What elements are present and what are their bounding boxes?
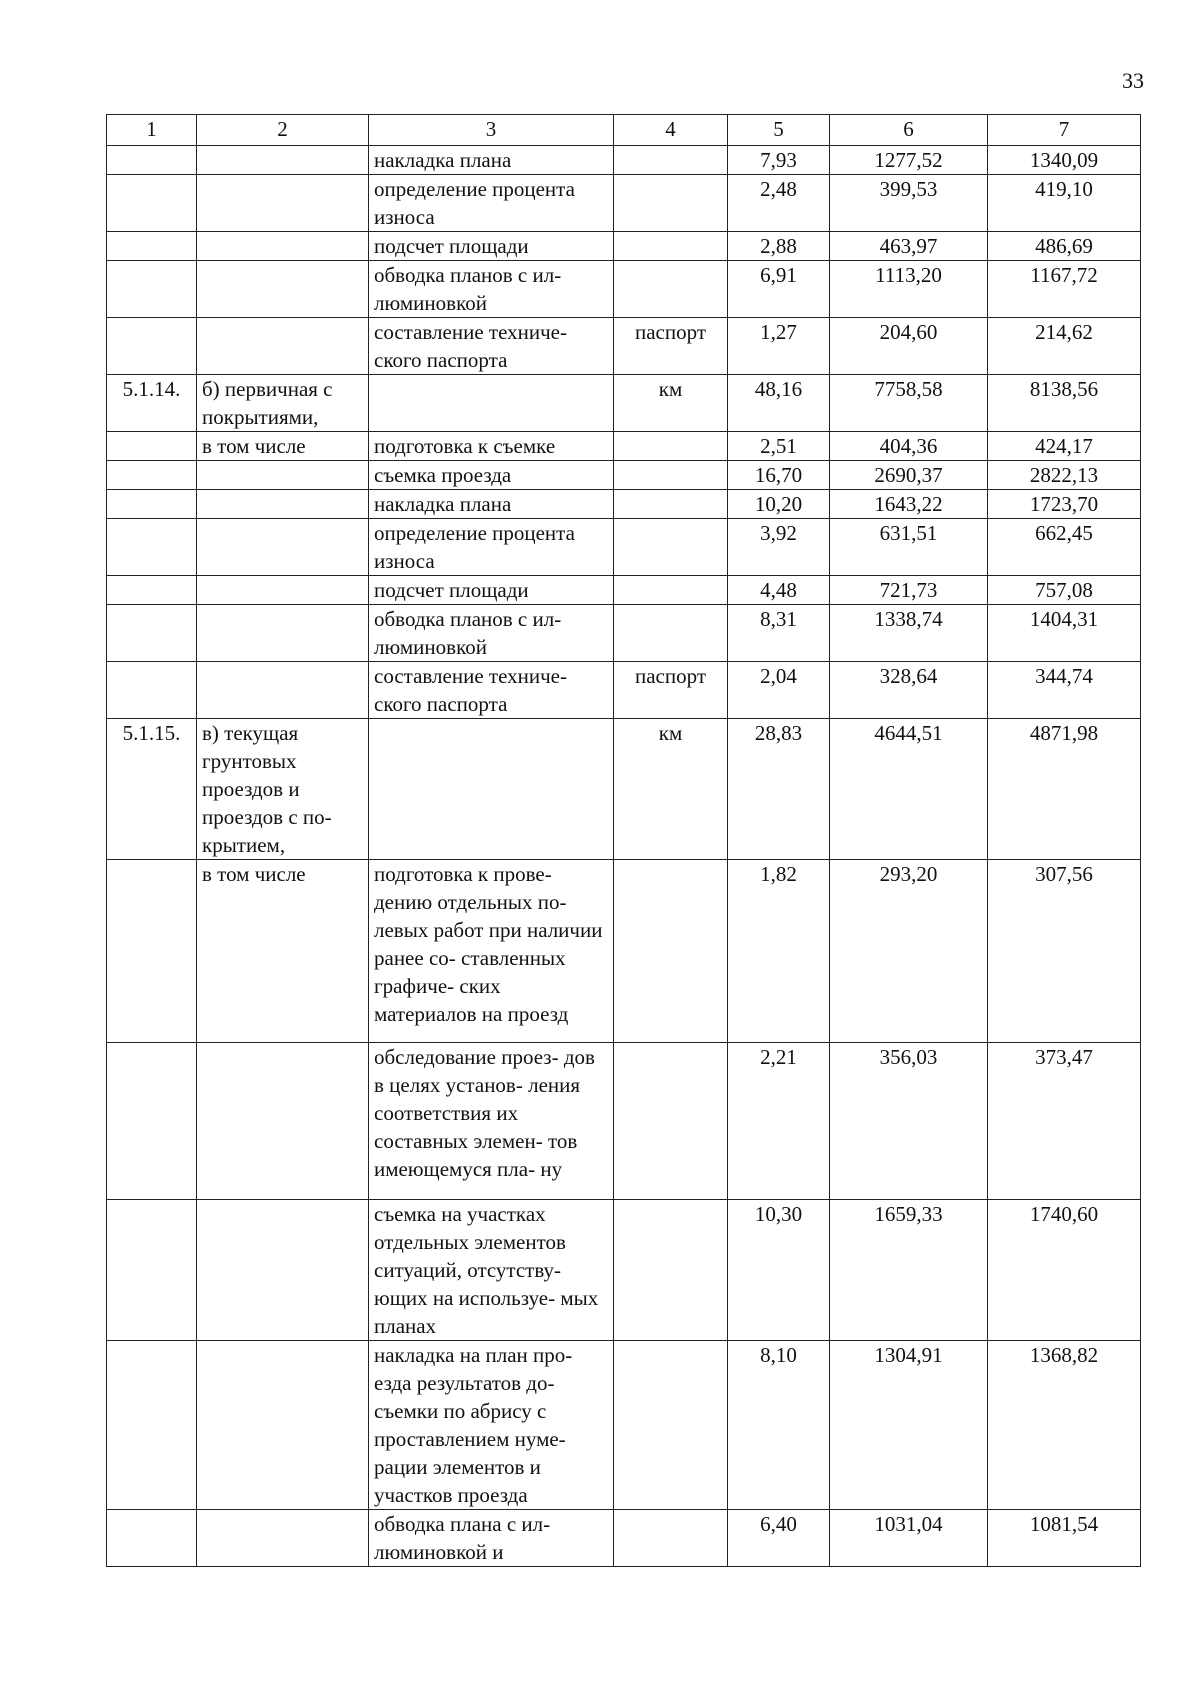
cost-cell: 4644,51 [830, 719, 988, 860]
cost-with-vat-cell: 486,69 [988, 232, 1141, 261]
item-code-cell [107, 175, 197, 232]
table-row [107, 1510, 1141, 1567]
item-code-cell [107, 1510, 197, 1567]
unit-cell: паспорт [614, 318, 728, 375]
norm-value-cell: 6,40 [728, 1510, 830, 1567]
unit-cell [614, 461, 728, 490]
item-code-cell [107, 519, 197, 576]
unit-cell: км [614, 375, 728, 432]
cost-cell: 1338,74 [830, 605, 988, 662]
norm-value-cell: 8,10 [728, 1341, 830, 1510]
item-code-cell [107, 1043, 197, 1200]
work-type-cell [197, 461, 369, 490]
operation-cell: накладка плана [369, 490, 614, 519]
operation-cell: определение процента износа [369, 175, 614, 232]
table-row [107, 1341, 1141, 1510]
operation-cell: обводка планов с ил- люминовкой [369, 261, 614, 318]
table-row [107, 576, 1141, 605]
work-type-cell [197, 318, 369, 375]
operation-cell: подсчет площади [369, 576, 614, 605]
work-type-cell [197, 1200, 369, 1341]
cost-with-vat-cell: 214,62 [988, 318, 1141, 375]
cost-cell: 721,73 [830, 576, 988, 605]
cost-with-vat-cell: 1340,09 [988, 146, 1141, 175]
cost-cell: 1304,91 [830, 1341, 988, 1510]
table-row [107, 146, 1141, 175]
item-code-cell [107, 1200, 197, 1341]
cost-with-vat-cell: 1723,70 [988, 490, 1141, 519]
operation-cell: составление техниче- ского паспорта [369, 662, 614, 719]
norm-value-cell: 10,20 [728, 490, 830, 519]
unit-cell [614, 261, 728, 318]
header-cell: 6 [830, 115, 988, 146]
operation-cell: обследование проез- дов в целях установ- ления соответствия их составных элемен- тов имеющемуся пла- ну [369, 1043, 614, 1200]
unit-cell [614, 1043, 728, 1200]
work-type-cell [197, 662, 369, 719]
cost-with-vat-cell: 662,45 [988, 519, 1141, 576]
header-cell: 4 [614, 115, 728, 146]
table-header-row [107, 115, 1141, 146]
table-row [107, 461, 1141, 490]
norm-value-cell: 1,82 [728, 860, 830, 1043]
norm-value-cell: 2,51 [728, 432, 830, 461]
cost-cell: 204,60 [830, 318, 988, 375]
norm-value-cell: 2,04 [728, 662, 830, 719]
header-cell: 5 [728, 115, 830, 146]
norm-value-cell: 2,88 [728, 232, 830, 261]
cost-cell: 1031,04 [830, 1510, 988, 1567]
operation-cell: подготовка к прове- дению отдельных по- левых работ при наличии ранее со- ставленных графиче- ских материалов на проезд [369, 860, 614, 1043]
cost-with-vat-cell: 373,47 [988, 1043, 1141, 1200]
work-type-cell [197, 490, 369, 519]
unit-cell: паспорт [614, 662, 728, 719]
cost-with-vat-cell: 307,56 [988, 860, 1141, 1043]
table-row [107, 605, 1141, 662]
operation-cell: накладка на план про- езда результатов до- съемки по абрису с проставлением нуме- рации элементов и участков проезда [369, 1341, 614, 1510]
item-code-cell [107, 490, 197, 519]
work-type-cell: в том числе [197, 860, 369, 1043]
work-type-cell [197, 576, 369, 605]
item-code-cell [107, 662, 197, 719]
norm-value-cell: 2,48 [728, 175, 830, 232]
cost-cell: 328,64 [830, 662, 988, 719]
table-row [107, 1043, 1141, 1200]
operation-cell: обводка плана с ил- люминовкой и [369, 1510, 614, 1567]
table-row [107, 860, 1141, 1043]
table-row [107, 719, 1141, 860]
unit-cell [614, 232, 728, 261]
operation-cell [369, 375, 614, 432]
norm-value-cell: 16,70 [728, 461, 830, 490]
norm-value-cell: 1,27 [728, 318, 830, 375]
cost-cell: 1659,33 [830, 1200, 988, 1341]
cost-with-vat-cell: 1740,60 [988, 1200, 1141, 1341]
header-cell: 1 [107, 115, 197, 146]
cost-cell: 1113,20 [830, 261, 988, 318]
item-code-cell [107, 232, 197, 261]
cost-cell: 1277,52 [830, 146, 988, 175]
table-row [107, 318, 1141, 375]
operation-cell: накладка плана [369, 146, 614, 175]
header-cell: 7 [988, 115, 1141, 146]
header-cell: 2 [197, 115, 369, 146]
work-type-cell [197, 605, 369, 662]
cost-cell: 463,97 [830, 232, 988, 261]
norm-value-cell: 6,91 [728, 261, 830, 318]
work-type-cell: б) первичная с покрытиями, [197, 375, 369, 432]
item-code-cell [107, 146, 197, 175]
unit-cell [614, 576, 728, 605]
cost-with-vat-cell: 4871,98 [988, 719, 1141, 860]
work-type-cell [197, 519, 369, 576]
unit-cell [614, 605, 728, 662]
item-code-cell [107, 605, 197, 662]
cost-with-vat-cell: 757,08 [988, 576, 1141, 605]
unit-cell [614, 490, 728, 519]
operation-cell: съемка проезда [369, 461, 614, 490]
unit-cell [614, 146, 728, 175]
table-row [107, 519, 1141, 576]
work-type-cell: в том числе [197, 432, 369, 461]
norm-value-cell: 28,83 [728, 719, 830, 860]
item-code-cell [107, 860, 197, 1043]
work-type-cell: в) текущая грунтовых проездов и проездов с по- крытием, [197, 719, 369, 860]
header-cell: 3 [369, 115, 614, 146]
item-code-cell [107, 461, 197, 490]
cost-with-vat-cell: 1081,54 [988, 1510, 1141, 1567]
unit-cell [614, 1341, 728, 1510]
cost-cell: 2690,37 [830, 461, 988, 490]
work-type-cell [197, 146, 369, 175]
cost-cell: 7758,58 [830, 375, 988, 432]
operation-cell: обводка планов с ил- люминовкой [369, 605, 614, 662]
item-code-cell [107, 318, 197, 375]
table-row [107, 261, 1141, 318]
cost-cell: 631,51 [830, 519, 988, 576]
norm-value-cell: 3,92 [728, 519, 830, 576]
table-row [107, 175, 1141, 232]
table-row [107, 1200, 1141, 1341]
norm-value-cell: 7,93 [728, 146, 830, 175]
norm-value-cell: 4,48 [728, 576, 830, 605]
operation-cell: подсчет площади [369, 232, 614, 261]
norm-value-cell: 48,16 [728, 375, 830, 432]
operation-cell: подготовка к съемке [369, 432, 614, 461]
unit-cell [614, 1200, 728, 1341]
cost-with-vat-cell: 419,10 [988, 175, 1141, 232]
table-row [107, 432, 1141, 461]
table-row [107, 662, 1141, 719]
cost-cell: 293,20 [830, 860, 988, 1043]
cost-cell: 404,36 [830, 432, 988, 461]
tariff-table [106, 114, 1141, 1567]
cost-cell: 1643,22 [830, 490, 988, 519]
cost-with-vat-cell: 1167,72 [988, 261, 1141, 318]
work-type-cell [197, 1043, 369, 1200]
work-type-cell [197, 175, 369, 232]
item-code-cell [107, 261, 197, 318]
unit-cell: км [614, 719, 728, 860]
cost-with-vat-cell: 424,17 [988, 432, 1141, 461]
cost-with-vat-cell: 1404,31 [988, 605, 1141, 662]
work-type-cell [197, 261, 369, 318]
operation-cell: съемка на участках отдельных элементов ситуаций, отсутству- ющих на используе- мых планах [369, 1200, 614, 1341]
cost-cell: 399,53 [830, 175, 988, 232]
norm-value-cell: 10,30 [728, 1200, 830, 1341]
cost-with-vat-cell: 344,74 [988, 662, 1141, 719]
work-type-cell [197, 1341, 369, 1510]
cost-with-vat-cell: 8138,56 [988, 375, 1141, 432]
operation-cell: составление техниче- ского паспорта [369, 318, 614, 375]
item-code-cell [107, 1341, 197, 1510]
unit-cell [614, 432, 728, 461]
cost-with-vat-cell: 1368,82 [988, 1341, 1141, 1510]
page-number: 33 [1122, 68, 1144, 93]
unit-cell [614, 860, 728, 1043]
table-row [107, 232, 1141, 261]
unit-cell [614, 1510, 728, 1567]
norm-value-cell: 8,31 [728, 605, 830, 662]
table-row [107, 490, 1141, 519]
item-code-cell [107, 432, 197, 461]
item-code-cell: 5.1.14. [107, 375, 197, 432]
cost-with-vat-cell: 2822,13 [988, 461, 1141, 490]
work-type-cell [197, 1510, 369, 1567]
unit-cell [614, 175, 728, 232]
operation-cell: определение процента износа [369, 519, 614, 576]
item-code-cell: 5.1.15. [107, 719, 197, 860]
cost-cell: 356,03 [830, 1043, 988, 1200]
operation-cell [369, 719, 614, 860]
work-type-cell [197, 232, 369, 261]
norm-value-cell: 2,21 [728, 1043, 830, 1200]
item-code-cell [107, 576, 197, 605]
unit-cell [614, 519, 728, 576]
table-row [107, 375, 1141, 432]
